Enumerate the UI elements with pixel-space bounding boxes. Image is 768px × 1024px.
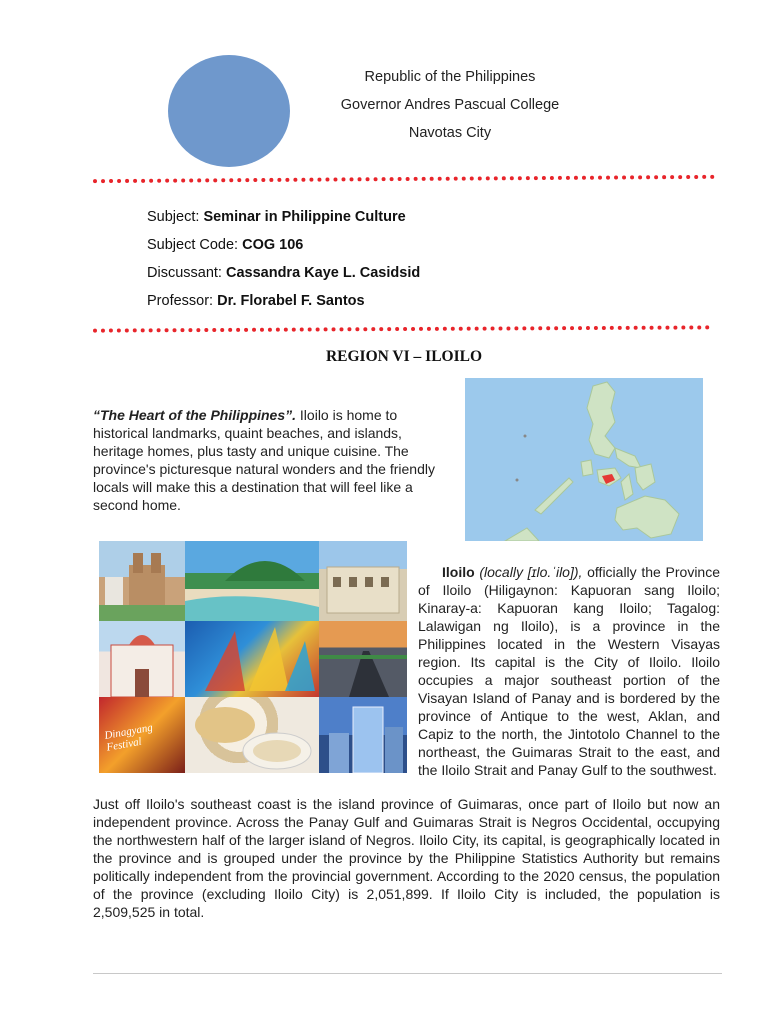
header-city: Navotas City	[408, 125, 492, 141]
road-icon	[319, 621, 407, 697]
discussant-label: Discussant:	[147, 265, 222, 281]
subject-value: Seminar in Philippine Culture	[203, 209, 406, 225]
intro-quote: “The Heart of the Philippines”.	[93, 407, 297, 423]
guimaras-paragraph: Just off Iloilo's southeast coast is the island province of Guimaras, once part of Iloilo but now an independent province. Across the Panay Gulf and Guimaras Strait is Negros Occidental, occupying the northwestern half of the larger island of Negros. Iloilo City, its capital, is geographically located in the province and is grouped under the province by the Philippine Statistics Authority but remains politically independent from the provincial government. According to the 2020 census, the population of the province (excluding Iloilo City) is 2,051,899. If Iloilo City is included, the population is 2,509,525 in total.	[93, 796, 720, 920]
church-photo	[99, 541, 185, 621]
sail-icon	[185, 621, 319, 697]
iloilo-description-body: officially the Province of Iloilo (Hiligaynon: Kapuoran sang Iloilo; Kinaray-a: Kapuoran kang Iloilo; Tagalog: Lalawigan ng Iloilo), is a province in the Philippines located in the Western Visayas region. Its capital is the City of Iloilo. Iloilo occupies a major southeast portion of the Visayan Island of Panay and is bordered by the province of Antique to the west, Aklan, and Capiz to the north, the Jintotolo Channel to the northeast, the Guimaras Strait to the east, and the Iloilo Strait and Panay Gulf to the southwest.	[418, 564, 720, 778]
professor-row	[147, 293, 365, 309]
dinagyang-festival-photo	[99, 697, 185, 773]
header-republic: Republic of the Philippines	[364, 69, 536, 85]
skyscraper-icon	[319, 697, 407, 773]
paraw-sails-photo	[185, 621, 319, 697]
city-skyline-photo	[319, 697, 407, 773]
iloilo-name: Iloilo	[442, 564, 475, 580]
subject-code-row	[147, 237, 303, 253]
map-illustration	[465, 378, 703, 541]
iloilo-photo-collage	[99, 541, 407, 773]
professor-value: Dr. Florabel F. Santos	[217, 293, 365, 309]
island-icon	[185, 541, 319, 621]
festival-caption: Dinagyang Festival	[103, 721, 154, 754]
subject-label: Subject:	[147, 209, 200, 225]
batchoy-food-photo	[185, 697, 319, 773]
header-divider	[93, 175, 715, 183]
capitol-icon	[99, 621, 185, 697]
discussant-row	[147, 265, 420, 281]
building-icon	[319, 541, 407, 621]
discussant-value: Cassandra Kaye L. Casidsid	[225, 265, 421, 281]
footer-rule	[93, 973, 722, 974]
subject-code-value: COG 106	[242, 237, 304, 253]
subject-code-label: Subject Code:	[147, 237, 239, 253]
professor-label: Professor:	[147, 293, 214, 309]
bowl-icon	[185, 697, 319, 773]
info-divider	[93, 325, 710, 332]
subject-row	[147, 209, 406, 225]
region-title: REGION VI – ILOILO	[325, 348, 483, 365]
esplanade-photo	[319, 621, 407, 697]
heritage-building-photo	[319, 541, 407, 621]
header-college: Governor Andres Pascual College	[340, 97, 560, 113]
intro-body: Iloilo is home to historical landmarks, quaint beaches, and islands, heritage homes, plus tasty and unique cuisine. The province's picturesque natural wonders and the friendly locals will make this a destination that will feel like a second home.	[93, 407, 435, 513]
iloilo-description	[418, 563, 720, 779]
beach-photo	[185, 541, 319, 621]
church-icon	[99, 541, 185, 621]
philippines-map	[465, 378, 703, 541]
capitol-photo	[99, 621, 185, 697]
intro-paragraph	[93, 406, 445, 514]
iloilo-pronunciation: (locally [ɪlo.ˈilo]),	[479, 564, 583, 580]
